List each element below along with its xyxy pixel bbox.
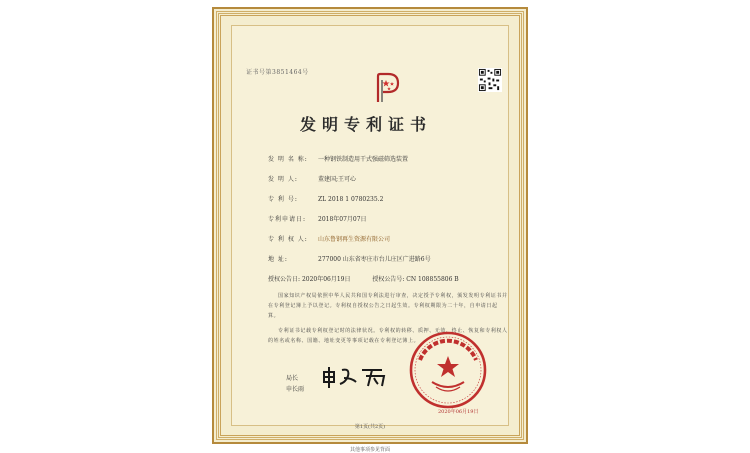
field-application-date xyxy=(268,214,367,223)
auth-date: 2020年06月19日 xyxy=(301,276,351,283)
field-patent-number xyxy=(268,194,383,203)
authorization-line xyxy=(268,274,459,283)
footer-note: 其他事项参见背面 xyxy=(349,447,390,453)
field-invention-name xyxy=(268,154,408,163)
field-value: 董建国;王可心 xyxy=(318,176,357,183)
certificate-frame xyxy=(212,7,528,453)
legal-status-paragraph: 专利证书记载专利权登记时的法律状况。专利权的转移、质押、无效、终止、恢复和专利权人的姓名或名称、国籍、地址变更等事项记载在专利登记簿上。 xyxy=(268,328,508,344)
director-signature-icon xyxy=(320,364,390,390)
grant-paragraph: 国家知识产权局依照中华人民共和国专利法进行审查，决定授予专利权，颁发发明专利证书并在专利登记簿上予以登记。专利权自授权公告之日起生效。专利权期限为二十年，自申请日起算。 xyxy=(268,293,508,319)
field-label: 发 明 名 称: xyxy=(268,156,308,163)
director-name-label: 申长雨 xyxy=(286,386,305,393)
field-value: 山东鲁钢再生资源有限公司 xyxy=(318,236,391,243)
field-value: ZL 2018 1 0780235.2 xyxy=(318,196,384,203)
certificate-title: 发明专利证书 xyxy=(300,115,433,134)
field-label: 专利申请日: xyxy=(268,216,307,223)
auth-no: CN 108855806 B xyxy=(406,276,459,283)
director-label: 局长 xyxy=(286,375,299,382)
field-value: 一种钢铁制造用干式强磁筛选装置 xyxy=(318,156,409,163)
auth-no-label: 授权公告号: xyxy=(372,276,405,283)
certificate-number: 证书号第3851464号 xyxy=(246,69,309,76)
field-address xyxy=(268,254,431,263)
field-value: 277000 山东省枣庄市台儿庄区广进路6号 xyxy=(318,256,431,263)
field-patentee xyxy=(268,234,390,243)
patent-office-emblem-icon xyxy=(372,72,402,104)
certificate-paper xyxy=(231,25,509,453)
field-label: 专 利 号: xyxy=(268,196,298,203)
field-inventors xyxy=(268,174,356,183)
field-label: 地 址: xyxy=(268,256,288,263)
field-label: 专 利 权 人: xyxy=(268,236,308,243)
page-number: 第1页(共2页) xyxy=(354,424,386,430)
qr-code-icon xyxy=(478,68,502,92)
seal-date: 2020年06月19日 xyxy=(438,409,479,415)
field-label: 发 明 人: xyxy=(268,176,298,183)
official-seal-icon xyxy=(408,330,488,410)
field-value: 2018年07月07日 xyxy=(318,216,367,223)
auth-date-label: 授权公告日: xyxy=(268,276,301,283)
